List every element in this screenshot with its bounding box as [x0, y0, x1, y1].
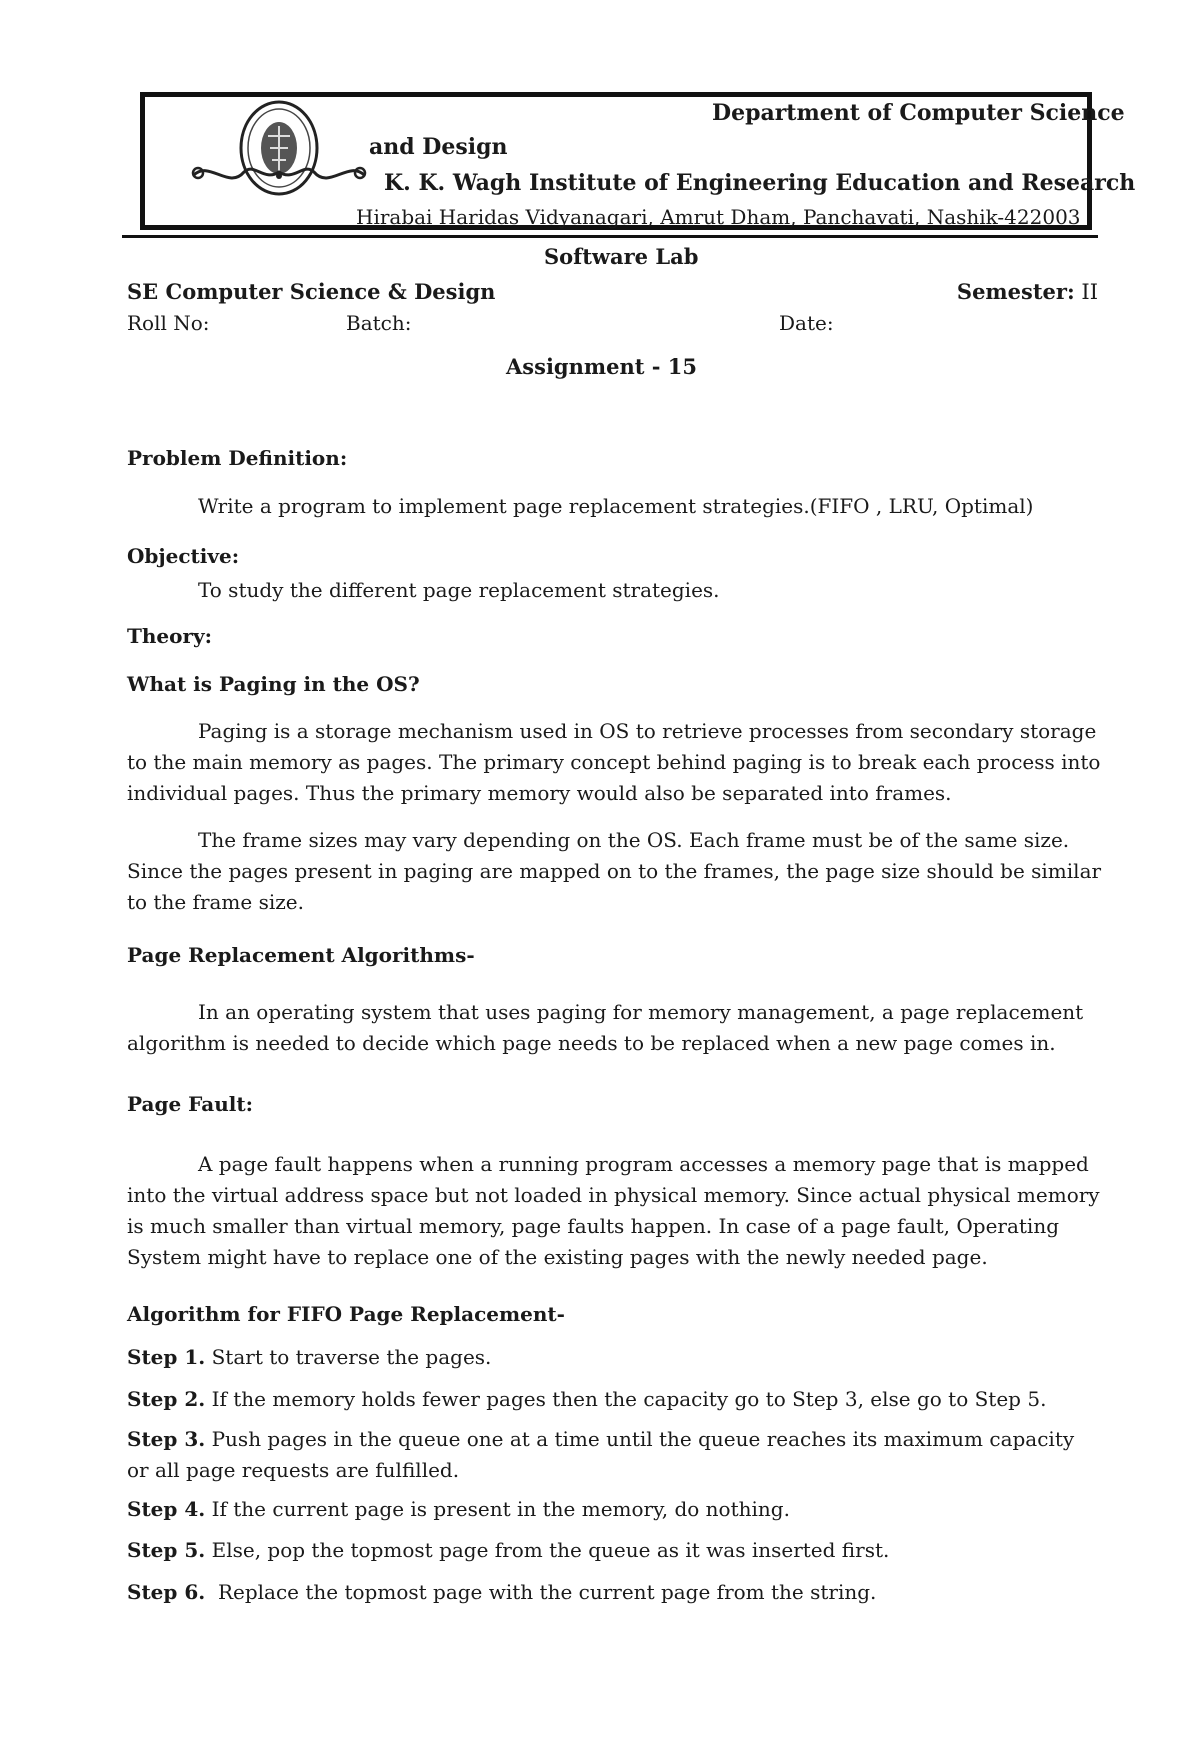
step-label: Step 3.: [127, 1427, 206, 1451]
paging-paragraph-1-text: Paging is a storage mechanism used in OS to retrieve processes from secondary storage to the main memory as pages. The primary concept behind paging is to break each process into individual pages. Thus the primary memory would also be separated into frames.: [127, 719, 1101, 805]
objective-heading: Objective:: [127, 544, 240, 568]
page-fault-paragraph: [127, 1149, 1102, 1273]
step-text: If the current page is present in the memory, do nothing.: [205, 1497, 790, 1521]
step-text: If the memory holds fewer pages then the capacity go to Step 3, else go to Step 5.: [205, 1387, 1047, 1411]
institute-name: K. K. Wagh Institute of Engineering Education and Research: [384, 170, 1136, 196]
fifo-heading: Algorithm for FIFO Page Replacement-: [127, 1302, 565, 1326]
assignment-title: Assignment - 15: [506, 354, 697, 379]
course-name: SE Computer Science & Design: [127, 279, 496, 304]
letterhead-rule: [122, 235, 1098, 238]
institute-emblem-icon: [184, 100, 374, 210]
page-fault-paragraph-text: A page fault happens when a running program accesses a memory page that is mapped into the virtual address space but not loaded in physical memory. Since actual physical memory is much smaller than virtual memory, page faults happen. In case of a page fault, Operating System might have to replace one of the existing pages with the newly needed page.: [127, 1152, 1100, 1269]
paging-paragraph-1: [127, 716, 1102, 809]
semester-label: Semester:: [956, 279, 1075, 304]
roll-no-label: Roll No:: [127, 311, 210, 335]
paging-heading: What is Paging in the OS?: [127, 672, 420, 696]
step-label: Step 6.: [127, 1580, 206, 1604]
step-text: Push pages in the queue one at a time until the queue reaches its maximum capacity or all page requests are fulfilled.: [127, 1427, 1075, 1482]
paging-paragraph-2: [127, 825, 1102, 918]
algorithms-paragraph: [127, 997, 1102, 1059]
problem-text: Write a program to implement page replacement strategies.(FIFO , LRU, Optimal): [198, 494, 1034, 518]
step-label: Step 1.: [127, 1345, 206, 1369]
step-item: [127, 1538, 889, 1562]
institute-address: Hirabai Haridas Vidyanagari, Amrut Dham, Panchavati, Nashik-422003: [356, 205, 1081, 229]
step-item: [127, 1345, 491, 1369]
step-label: Step 2.: [127, 1387, 206, 1411]
objective-text: To study the different page replacement strategies.: [198, 578, 720, 602]
step-item: [127, 1580, 876, 1604]
step-text: Replace the topmost page with the current page from the string.: [205, 1580, 877, 1604]
batch-label: Batch:: [346, 311, 412, 335]
step-item: [127, 1387, 1046, 1411]
department-name-cont: and Design: [369, 134, 508, 160]
step-text: Else, pop the topmost page from the queue as it was inserted first.: [205, 1538, 890, 1562]
step-label: Step 5.: [127, 1538, 206, 1562]
problem-heading: Problem Definition:: [127, 446, 348, 470]
page-fault-heading: Page Fault:: [127, 1092, 253, 1116]
step-item: [127, 1424, 1102, 1486]
date-label: Date:: [779, 311, 834, 335]
algorithms-paragraph-text: In an operating system that uses paging for memory management, a page replacement algorithm is needed to decide which page needs to be replaced when a new page comes in.: [127, 1000, 1084, 1055]
theory-heading: Theory:: [127, 624, 213, 648]
step-item: [127, 1497, 790, 1521]
step-label: Step 4.: [127, 1497, 206, 1521]
paging-paragraph-2-text: The frame sizes may vary depending on the OS. Each frame must be of the same size. Since the pages present in paging are mapped on to the frames, the page size should be similar to the frame size.: [127, 828, 1102, 914]
department-name: Department of Computer Science: [712, 100, 1125, 126]
semester: [957, 279, 1098, 304]
algorithms-heading: Page Replacement Algorithms-: [127, 943, 475, 967]
semester-value: II: [1081, 280, 1098, 304]
lab-title: Software Lab: [544, 244, 699, 269]
step-text: Start to traverse the pages.: [205, 1345, 492, 1369]
